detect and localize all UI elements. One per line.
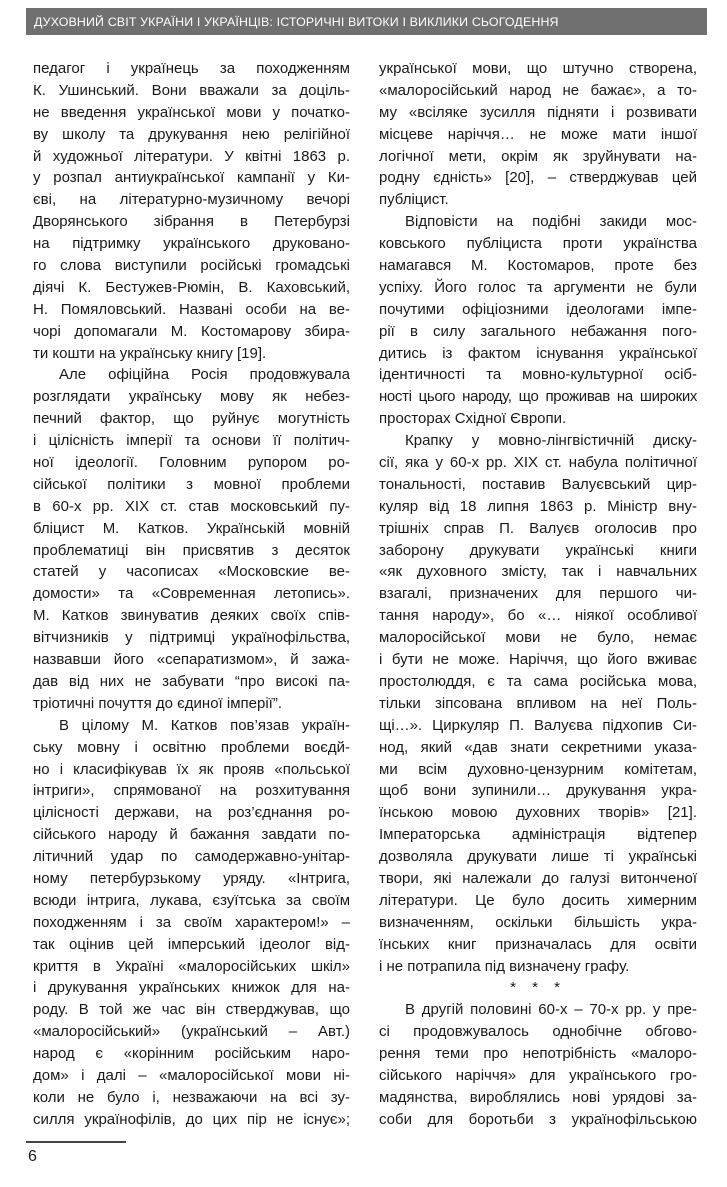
text-line: заборону друкувати українські книги <box>379 541 697 559</box>
text-line: проблематиці він присвятив з десяток <box>33 541 350 559</box>
text-line: літичний удар по самодержавно-унітар- <box>33 848 350 866</box>
text-line: рії в силу загального небажання пого- <box>379 322 697 340</box>
text-line: М. Катков звинуватив деяких своїх спів- <box>33 607 350 625</box>
text-line: сії, яка у 60-х рр. XIX ст. набула політичної <box>379 454 697 472</box>
text-line: ному петербурзькому уряду. «Інтрига, <box>33 869 350 887</box>
text-line: рення теми про непотрібність «малоро- <box>379 1045 697 1063</box>
text-line: го слова виступили російські громадські <box>33 257 350 275</box>
text-line: ми всім духовно-цензурним комітетам, <box>379 760 697 778</box>
text-line: всюди інтрига, лукава, єзуїтська за своїм <box>33 891 350 909</box>
text-line: «малоросійський» (український – Авт.) <box>33 1023 350 1041</box>
text-line: простолюддя, є та сама російська мова, <box>379 672 697 690</box>
text-line: визначенням, оскільки більшість укра- <box>379 913 697 931</box>
text-line: місцеве наріччя… не може мати іншої <box>379 125 697 143</box>
text-line: Відповісти на подібні закиди мос- <box>405 213 697 231</box>
text-line: дав від них не забувати “про високі па- <box>33 672 350 690</box>
running-header-title: ДУХОВНИЙ СВІТ УКРАЇНИ І УКРАЇНЦІВ: ІСТОРИЧНІ ВИТОКИ І ВИКЛИКИ СЬОГОДЕННЯ <box>34 14 559 29</box>
text-line: так оцінив цей імперський ідеолог від- <box>33 935 350 953</box>
text-line: В другій половині 60-х – 70-х рр. у пре- <box>405 1001 697 1019</box>
text-line: і друкування українських книжок для на- <box>33 979 350 997</box>
running-header <box>26 8 707 35</box>
text-line: і бути не може. Наріччя, що його вживає <box>379 651 697 669</box>
text-line: ності цього народу, що проживав на широких <box>379 388 697 406</box>
text-line: коли не було і, незважаючи на всі зу- <box>33 1088 350 1106</box>
text-line: соби для боротьби з українофільською <box>379 1110 697 1128</box>
text-line: діячі К. Бестужев-Рюмін, В. Каховський, <box>33 278 350 296</box>
text-line: походженням і за своїм характером!» – <box>33 913 350 931</box>
page-number: 6 <box>28 1148 37 1165</box>
text-line: роду. В той же час він стверджував, що <box>33 1001 350 1019</box>
text-line: сі продовжувалось однобічне обгово- <box>379 1023 697 1041</box>
text-line: літератури. Це було досить химерним <box>379 891 697 909</box>
text-line: малоросійської мови не було, немає <box>379 629 697 647</box>
text-line: почутими офіціозними ідеологами імпе- <box>379 300 697 318</box>
text-line: бліцист М. Катков. Українській мовній <box>33 519 350 537</box>
text-line: педагог і українець за походженням <box>33 60 350 77</box>
text-line: дитись із фактом існування української <box>379 344 697 362</box>
text-line: в 60-х рр. XIX ст. став московський пу- <box>33 497 350 515</box>
text-line: сійського наріччя» для українського гро- <box>379 1066 697 1084</box>
footer-rule <box>26 1141 126 1143</box>
section-separator: * * * <box>510 979 566 997</box>
text-line: Імператорська адміністрація відтепер <box>379 826 697 844</box>
right-text-column <box>379 58 697 1131</box>
text-line: куляр від 18 липня 1863 р. Міністр вну- <box>379 497 697 515</box>
text-line: статей у часописах «Московские ве- <box>33 563 350 581</box>
text-line: В цілому М. Катков пов’язав україн- <box>59 716 350 734</box>
text-line: народ є «корінним російським наро- <box>33 1045 350 1063</box>
text-line: дом» і далі – «малоросійської мови ні- <box>33 1066 350 1084</box>
text-line: і цілісність імперії та основи її політич- <box>33 432 350 450</box>
text-line: ву школу та друкування нею релігійної <box>33 125 350 143</box>
text-line: логічної мети, окрім як зруйнувати на- <box>379 147 697 165</box>
text-line: мадянства, вироблялись нові урядові за- <box>379 1088 697 1106</box>
text-line: сійської політики з мовної проблеми <box>33 475 350 493</box>
text-line: «малоросійський народ не бажає», а то- <box>379 81 697 99</box>
text-line: взагалі, призначених для першого чи- <box>379 585 697 603</box>
text-line: на підтримку українського друковано- <box>33 235 350 253</box>
text-line: Але офіційна Росія продовжувала <box>59 366 350 384</box>
text-line: і не потрапила під визначену графу. <box>379 957 630 975</box>
text-line: му «всіляке зусилля підняти і розвивати <box>379 103 697 121</box>
text-line: печний фактор, що руйнує могутність <box>33 410 350 428</box>
text-line: тільки зіпсована впливом на неї Поль- <box>379 694 697 712</box>
text-line: просторах Східної Європи. <box>379 410 567 428</box>
text-line: щоб вони зупинили… друкування укра- <box>379 782 697 800</box>
text-line: інтриги», спрямованої на розхитування <box>33 782 350 800</box>
text-line: ної ідеології. Головним рупором ро- <box>33 454 350 472</box>
text-line: вітчизників у підтримці українофільства, <box>33 629 350 647</box>
text-line: К. Ушинський. Вони вважали за доціль- <box>33 81 350 99</box>
text-line: криття в Україні «малоросійських шкіл» <box>33 957 350 975</box>
text-line: тріотичні почуття до єдиної імперії”. <box>33 694 283 712</box>
text-line: Н. Помяловський. Названі особи на ве- <box>33 300 350 318</box>
text-line: нод, який «дав знати секретними указа- <box>379 738 697 756</box>
text-line: їнських книг призначалась для освіти <box>379 935 697 953</box>
text-line: у розпал антиукраїнської кампанії у Ки- <box>33 169 350 187</box>
text-line: розглядати українську мову як небез- <box>33 388 350 406</box>
text-line: твори, які належали до галузі витонченої <box>379 869 697 887</box>
text-line: публіцист. <box>379 191 449 209</box>
text-line: щі…». Циркуляр П. Валуєва підхопив Си- <box>379 716 697 734</box>
text-line: сійського народу й бажання завдати по- <box>33 826 350 844</box>
left-text-column <box>33 58 350 1131</box>
text-line: ти кошти на українську книгу [19]. <box>33 344 267 362</box>
text-line: домости» та «Современная летопись». <box>33 585 350 603</box>
text-line: трішніх справ П. Валуєв оголосив про <box>379 519 697 537</box>
text-line: намагався М. Костомаров, проте без <box>379 257 697 275</box>
text-line: єві, на літературно-музичному вечорі <box>33 191 350 209</box>
text-line: назвавши його «сепаратизмом», й зажа- <box>33 651 350 669</box>
text-line: тональності, поставив Валуєвський цир- <box>379 475 697 493</box>
text-line: Дворянського зібрання в Петербурзі <box>33 213 350 231</box>
text-line: не введення української мови у початко- <box>33 103 350 121</box>
text-line: Крапку у мовно-лінгвістичній диску- <box>405 432 697 450</box>
text-line: дозволяла друкувати лише ті українські <box>379 848 697 866</box>
text-line: силля українофілів, до цих пір не існує»; <box>33 1110 350 1128</box>
text-line: ідентичності та мовно-культурної осіб- <box>379 366 697 384</box>
text-line: їнською мовою духовних творів» [21]. <box>379 804 697 822</box>
text-line: «як духовного змісту, так і навчальних <box>379 563 697 581</box>
text-line: й художньої літератури. У квітні 1863 р. <box>33 147 350 165</box>
text-line: ську мовну і освітню проблеми воєдй- <box>33 738 350 756</box>
text-line: тання народу», бо «… ніякої особливої <box>379 607 697 625</box>
text-line: ковського публіциста проти українства <box>379 235 697 253</box>
text-line: української мови, що штучно створена, <box>379 60 697 77</box>
text-line: успіху. Його голос та аргументи не були <box>379 278 697 296</box>
text-line: чорі допомагали М. Костомарову збира- <box>33 322 350 340</box>
text-line: но і класифікував їх як прояв «польської <box>33 760 350 778</box>
text-line: родну єдність» [20], – стверджував цей <box>379 169 697 187</box>
text-line: цілісності держави, на роз’єднання ро- <box>33 804 350 822</box>
